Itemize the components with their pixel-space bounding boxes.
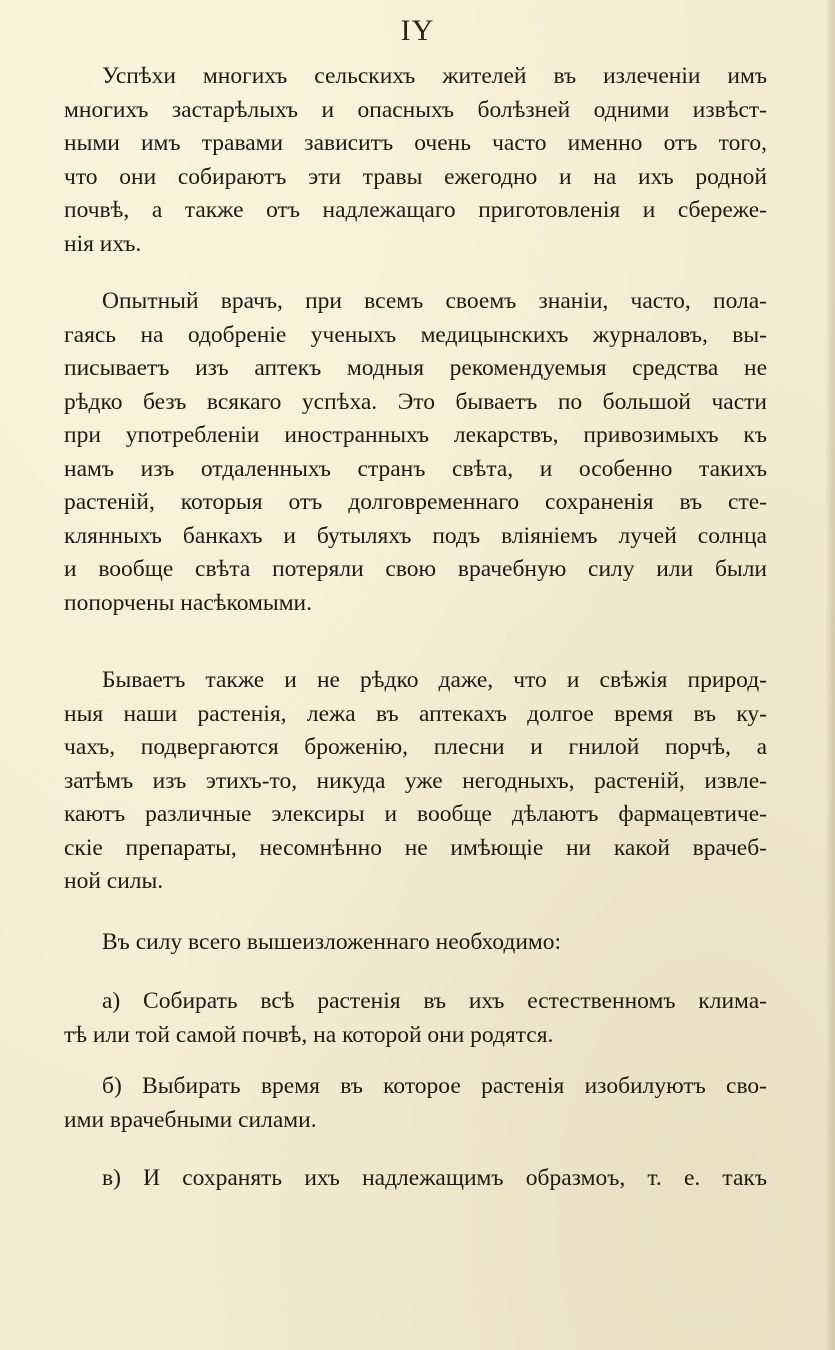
text-line: в) И сохранять ихъ надлежащимъ образмоъ, т. е. такъ	[102, 1165, 767, 1191]
text-line: ными имъ травами зависитъ очень часто именно отъ того,	[64, 130, 767, 156]
text-line: Успѣхи многихъ сельскихъ жителей въ излеченіи имъ	[102, 63, 767, 89]
text-line: рѣдко безъ всякаго успѣха. Это бываетъ по большой части	[64, 388, 767, 415]
text-line: ныя наши растенія, лежа въ аптекахъ долгое время въ ку-	[64, 700, 767, 727]
text-line: а) Собирать всѣ растенія въ ихъ естественномъ клима-	[102, 988, 767, 1014]
list-item-a	[64, 985, 767, 1052]
text-line: Бываетъ также и не рѣдко даже, что и свѣжія природ-	[102, 667, 767, 693]
list-item-c	[64, 1162, 767, 1196]
text-line: скіе препараты, несомнѣнно не имѣющіе ни какой врачеб-	[64, 834, 767, 861]
text-line: почвѣ, а также отъ надлежащаго приготовленія и сбереже-	[64, 197, 767, 223]
text-line: и вообще свѣта потеряли свою врачебную силу или были	[64, 556, 767, 582]
text-line: тѣ или той самой почвѣ, на которой они родятся.	[64, 1021, 554, 1048]
text-line: б) Выбирать время въ которое растенія изобилуютъ сво-	[102, 1073, 767, 1099]
text-line: что они собираютъ эти травы ежегодно и на ихъ родной	[64, 163, 767, 190]
text-line: намъ изъ отдаленныхъ странъ свѣта, и особенно такихъ	[64, 455, 767, 482]
text-line: затѣмъ изъ этихъ-то, никуда уже негодныхъ, растеній, извле-	[64, 767, 767, 794]
paragraph-4	[64, 926, 767, 960]
text-line: ими врачебными силами.	[64, 1106, 317, 1133]
text-line: писываетъ изъ аптекъ модныя рекомендуемыя средства не	[64, 355, 767, 381]
text-line: нія ихъ.	[64, 230, 142, 257]
page-edge-shadow	[825, 0, 835, 1350]
text-line: попорчены насѣкомыми.	[64, 589, 313, 616]
text-line: Опытный врачъ, при всемъ своемъ знаніи, часто, пола-	[102, 288, 767, 314]
text-line: ной силы.	[64, 868, 164, 894]
text-line: при употребленіи иностранныхъ лекарствъ, привозимыхъ къ	[64, 422, 767, 448]
text-line: Въ силу всего вышеизложеннаго необходимо:	[102, 929, 562, 955]
text-line: многихъ застарѣлыхъ и опасныхъ болѣзней одними извѣст-	[64, 96, 767, 123]
page-number: IY	[400, 14, 435, 47]
text-line: гаясь на одобреніе ученыхъ медицынскихъ журналовъ, вы-	[64, 321, 767, 348]
list-item-b	[64, 1070, 767, 1137]
paragraph-2	[64, 285, 767, 620]
text-line: каютъ различные элексиры и вообще дѣлаютъ фармацевтиче-	[64, 801, 767, 827]
paragraph-1	[64, 60, 767, 261]
text-line: растеній, которыя отъ долговременнаго сохраненія въ сте-	[64, 489, 767, 515]
text-line: чахъ, подвергаются броженію, плесни и гнилой порчѣ, а	[64, 734, 767, 760]
paragraph-3	[64, 664, 767, 899]
text-line: клянныхъ банкахъ и бутыляхъ подъ вліяніемъ лучей солнца	[64, 522, 767, 549]
